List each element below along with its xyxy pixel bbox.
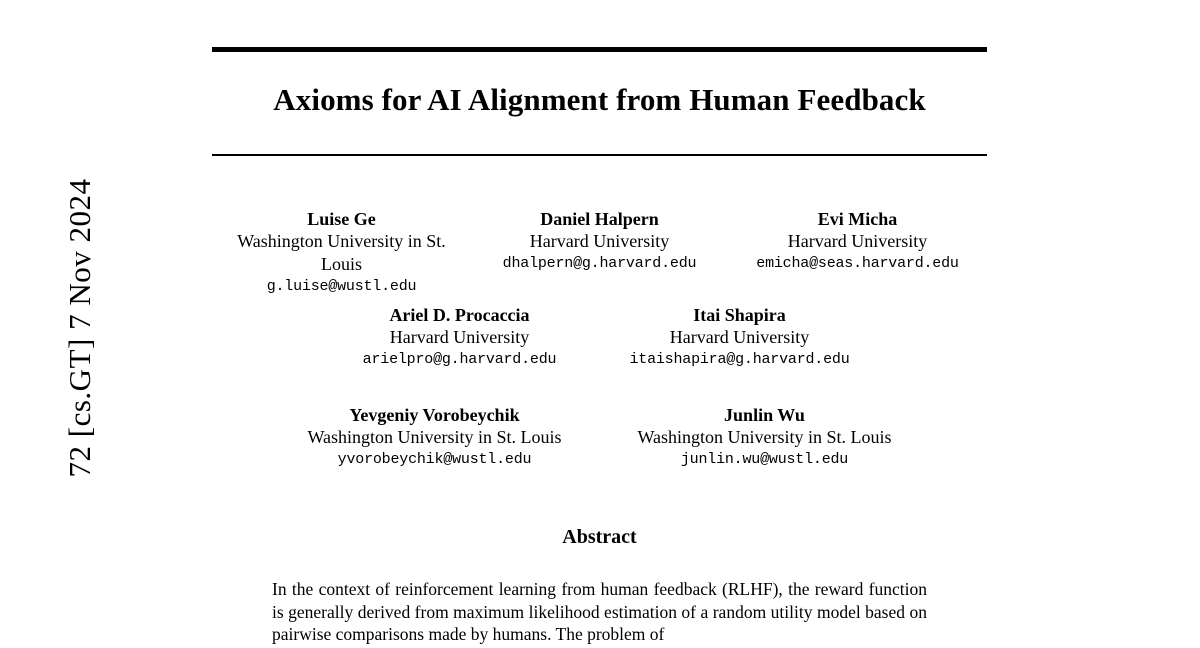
author-affiliation: Washington University in St. Louis (237, 231, 446, 274)
author-block (270, 404, 600, 471)
author-name: Daniel Halpern (540, 209, 659, 229)
author-name: Luise Ge (307, 209, 376, 229)
abstract-heading: Abstract (562, 526, 637, 548)
author-name: Ariel D. Procaccia (389, 305, 530, 325)
page-title: Axioms for AI Alignment from Human Feedback (273, 82, 926, 117)
author-affiliation: Washington University in St. Louis (637, 427, 892, 447)
title-rule-top (212, 47, 987, 52)
author-affiliation: Harvard University (529, 231, 670, 251)
author-name: Evi Micha (817, 209, 898, 229)
author-name: Yevgeniy Vorobeychik (349, 405, 520, 425)
author-email: junlin.wu@wustl.edu (680, 451, 849, 468)
paper-page (100, 0, 1200, 648)
author-block (213, 208, 471, 298)
author-affiliation: Washington University in St. Louis (307, 427, 562, 447)
author-email: dhalpern@g.harvard.edu (502, 255, 697, 272)
author-name: Itai Shapira (693, 305, 786, 325)
author-affiliation: Harvard University (787, 231, 928, 251)
author-row (212, 304, 987, 371)
title-rule-bottom (212, 154, 987, 156)
arxiv-stamp (0, 0, 100, 648)
author-name: Junlin Wu (724, 405, 805, 425)
author-affiliation: Harvard University (669, 327, 810, 347)
abstract-paragraph: In the context of reinforcement learning from human feedback (RLHF), the reward function is generally derived from maximum likelihood estimation of a random utility model based on pairwise comparisons made by humans. The problem of (272, 579, 927, 644)
author-affiliation: Harvard University (389, 327, 530, 347)
author-row (212, 208, 987, 298)
abstract-body (272, 578, 927, 646)
author-row (212, 404, 987, 471)
author-email: yvorobeychik@wustl.edu (337, 451, 532, 468)
author-block (471, 208, 729, 298)
author-block (320, 304, 600, 371)
author-email: g.luise@wustl.edu (266, 278, 417, 295)
author-block (600, 304, 880, 371)
author-email: itaishapira@g.harvard.edu (629, 351, 850, 368)
author-email: arielpro@g.harvard.edu (362, 351, 557, 368)
author-email: emicha@seas.harvard.edu (756, 255, 959, 272)
arxiv-stamp-text: 72 [cs.GT] 7 Nov 2024 (62, 178, 97, 478)
author-block (600, 404, 930, 471)
author-block (729, 208, 987, 298)
